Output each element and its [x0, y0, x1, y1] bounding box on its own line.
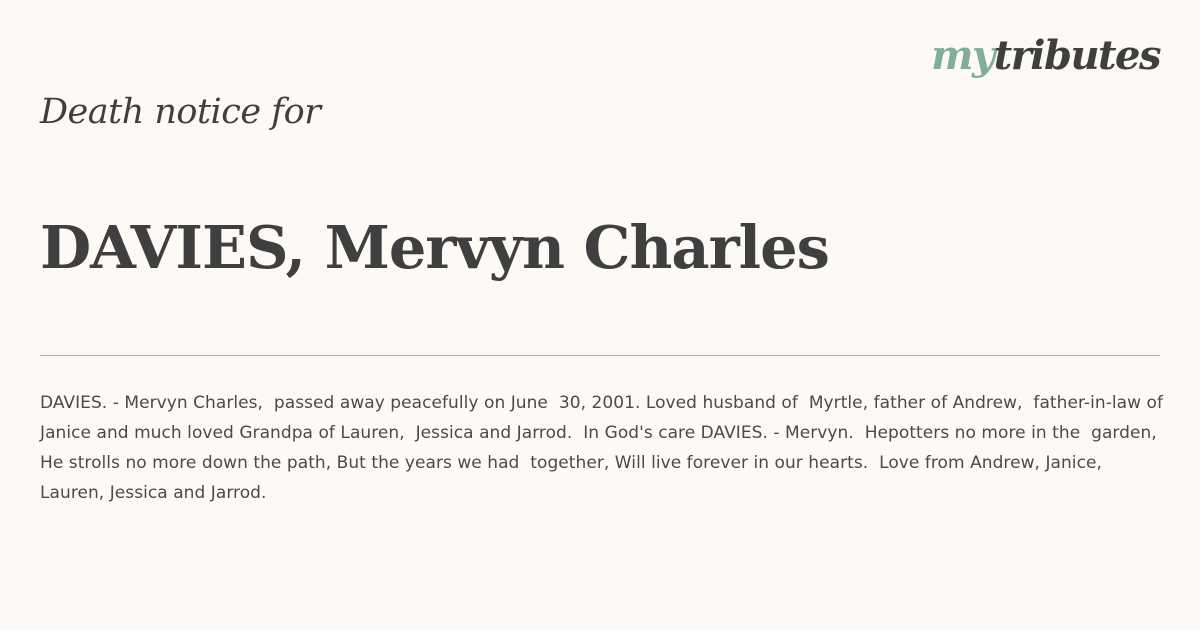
logo-my-text: my: [931, 32, 994, 79]
mytributes-logo[interactable]: [931, 32, 1160, 79]
deceased-name: DAVIES, Mervyn Charles: [40, 213, 829, 282]
notice-kicker: Death notice for: [40, 92, 321, 132]
logo-tributes-text: tributes: [993, 32, 1160, 79]
divider: [40, 355, 1160, 356]
notice-body: DAVIES. - Mervyn Charles, passed away peacefully on June 30, 2001. Loved husband of Myrtle, father of Andrew, father-in-law of Janice and much loved Grandpa of Lauren, Jessica and Jarrod. In God's care DAVIES. - Mervyn. Hepotters no more in the garden, He strolls no more down the path, But the years we had together, Will live forever in our hearts. Love from Andrew, Janice, Lauren, Jessica and Jarrod.: [40, 393, 1169, 503]
